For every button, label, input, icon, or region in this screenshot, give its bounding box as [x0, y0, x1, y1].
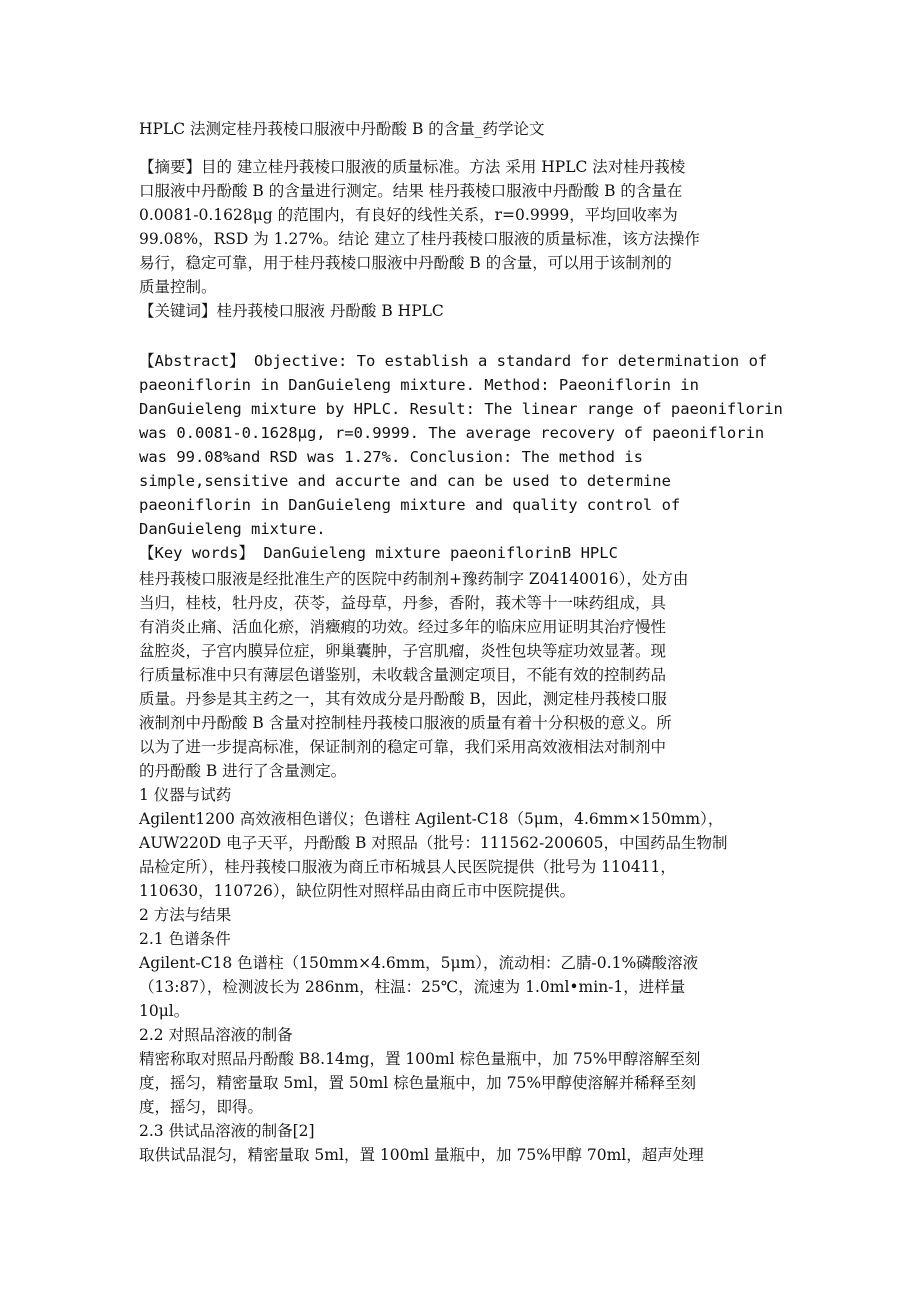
abstract-en-line: paeoniflorin in DanGuieleng mixture and quality control of	[139, 496, 681, 514]
abstract-en-line: paeoniflorin in DanGuieleng mixture. Method: Paeoniflorin in	[139, 376, 699, 394]
abstract-chinese	[139, 155, 789, 323]
abstract-en-line: DanGuieleng mixture by HPLC. Result: The linear range of paeoniflorin	[139, 400, 783, 418]
abstract-en-line: simple,sensitive and accurte and can be used to determine	[139, 472, 671, 490]
abstract-cn-line: 99.08%，RSD 为 1.27%。结论 建立了桂丹莪棱口服液的质量标准，该方法操作	[139, 230, 700, 248]
body-line: （13:87），检测波长为 286nm，柱温：25℃，流速为 1.0ml•min-1，进样量	[139, 978, 686, 996]
body-line: 盆腔炎，子宫内膜异位症，卵巢囊肿，子宫肌瘤，炎性包块等症功效显著。现	[139, 642, 667, 660]
body-line: 取供试品混匀，精密量取 5ml，置 100ml 量瓶中，加 75%甲醇 70ml，超声处理	[139, 1146, 704, 1164]
abstract-cn-line: 0.0081-0.1628μg 的范围内，有良好的线性关系，r=0.9999，平均回收率为	[139, 206, 678, 224]
section-heading: 2 方法与结果	[139, 906, 232, 924]
abstract-cn-line: 【摘要】目的 建立桂丹莪棱口服液的质量标准。方法 采用 HPLC 法对桂丹莪棱	[139, 158, 686, 176]
keywords-english: 【Key words】 DanGuieleng mixture paeoniflorinB HPLC	[139, 544, 618, 562]
section-heading: 1 仪器与试药	[139, 786, 232, 804]
body-line: 度，摇匀，精密量取 5ml，置 50ml 棕色量瓶中，加 75%甲醇使溶解并稀释至刻	[139, 1074, 697, 1092]
body-line: 以为了进一步提高标准，保证制剂的稳定可靠，我们采用高效液相法对制剂中	[139, 738, 667, 756]
body-line: 精密称取对照品丹酚酸 B8.14mg，置 100ml 棕色量瓶中，加 75%甲醇溶解至刻	[139, 1050, 701, 1068]
body-line: 行质量标准中只有薄层色谱鉴别，未收载含量测定项目，不能有效的控制药品	[139, 666, 667, 684]
body-line: 度，摇匀，即得。	[139, 1098, 264, 1116]
body-line: Agilent-C18 色谱柱（150mm×4.6mm，5μm），流动相：乙腈-0.1%磷酸溶液	[139, 954, 699, 972]
body-line: 当归，桂枝，牡丹皮，茯苓，益母草，丹参，香附，莪术等十一味药组成，具	[139, 594, 667, 612]
body-line: 110630，110726），缺位阴性对照样品由商丘市中医院提供。	[139, 882, 576, 900]
abstract-en-line: was 99.08%and RSD was 1.27%. Conclusion: The method is	[139, 448, 643, 466]
abstract-cn-line: 质量控制。	[139, 278, 217, 296]
subsection-heading: 2.1 色谱条件	[139, 930, 231, 948]
abstract-en-line: was 0.0081-0.1628μg, r=0.9999. The average recovery of paeoniflorin	[139, 424, 765, 442]
keywords-chinese: 【关键词】桂丹莪棱口服液 丹酚酸 B HPLC	[139, 302, 444, 320]
abstract-english	[139, 349, 789, 565]
abstract-en-line: DanGuieleng mixture.	[139, 520, 326, 538]
subsection-heading: 2.2 对照品溶液的制备	[139, 1026, 293, 1044]
body-line: AUW220D 电子天平，丹酚酸 B 对照品（批号：111562-200605，中国药品生物制	[139, 834, 728, 852]
body-line: 品检定所），桂丹莪棱口服液为商丘市柘城县人民医院提供（批号为 110411，	[139, 858, 676, 876]
abstract-cn-line: 口服液中丹酚酸 B 的含量进行测定。结果 桂丹莪棱口服液中丹酚酸 B 的含量在	[139, 182, 683, 200]
body-line: 桂丹莪棱口服液是经批准生产的医院中药制剂+豫药制字 Z04140016），处方由	[139, 570, 689, 588]
abstract-en-line: 【Abstract】 Objective: To establish a standard for determination of	[139, 352, 768, 370]
body-line: 质量。丹参是其主药之一，其有效成分是丹酚酸 B，因此，测定桂丹莪棱口服	[139, 690, 667, 708]
subsection-heading: 2.3 供试品溶液的制备[2]	[139, 1122, 315, 1140]
abstract-cn-line: 易行，稳定可靠，用于桂丹莪棱口服液中丹酚酸 B 的含量，可以用于该制剂的	[139, 254, 672, 272]
body-line: 的丹酚酸 B 进行了含量测定。	[139, 762, 347, 780]
body-text	[139, 567, 789, 1167]
body-line: 有消炎止痛、活血化瘀，消癥瘕的功效。经过多年的临床应用证明其治疗慢性	[139, 618, 667, 636]
document-title: HPLC 法测定桂丹莪棱口服液中丹酚酸 B 的含量_药学论文	[139, 120, 545, 138]
body-line: 液制剂中丹酚酸 B 含量对控制桂丹莪棱口服液的质量有着十分积极的意义。所	[139, 714, 672, 732]
body-line: Agilent1200 高效液相色谱仪；色谱柱 Agilent-C18（5μm，4.6mm×150mm），	[139, 810, 724, 828]
body-line: 10μl。	[139, 1002, 190, 1020]
